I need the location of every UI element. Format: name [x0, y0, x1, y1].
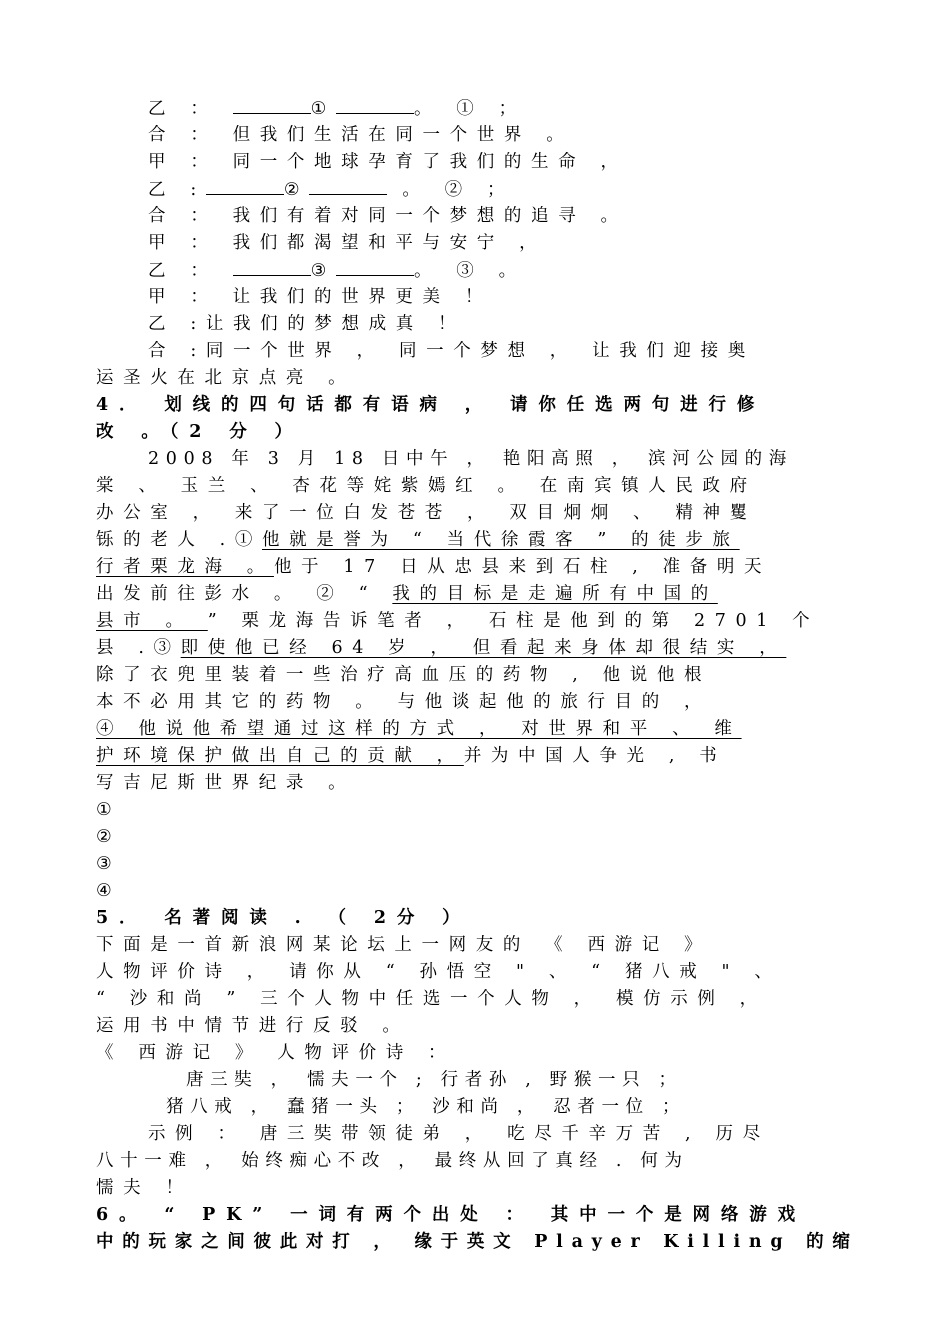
- q4-answer-4[interactable]: ④: [96, 881, 122, 901]
- dialogue-line-8: 甲 ： 让我们的世界更美 ！: [148, 287, 492, 307]
- q4-passage-line-8: 县 .③即使他已经 64 岁 ， 但看起来身体却很结实 ，: [96, 638, 787, 658]
- fill-blank-2[interactable]: [206, 178, 284, 195]
- dialogue-line-7: 乙 ： ③ 。 ③ 。: [148, 261, 526, 281]
- dialogue-line-4: 乙 : ② 。 ② ；: [148, 180, 515, 200]
- q4-title-line-2: 改 。（2 分 ）: [96, 422, 303, 442]
- q5-line-3: “ 沙和尚 ” 三个人物中任选一个人物 ， 模仿示例 ，: [96, 989, 767, 1009]
- q4-passage-line-2: 棠 、 玉兰 、 杏花等姹紫嫣红 。 在南宾镇人民政府: [96, 476, 757, 496]
- dialogue-line-6: 甲 ： 我们都渴望和平与安宁 ，: [148, 233, 547, 253]
- q4-passage-line-13: 写吉尼斯世界纪录 。: [96, 773, 356, 793]
- q5-line-1: 下面是一首新浪网某论坛上一网友的 《 西游记 》: [96, 935, 712, 955]
- q4-passage-line-6: 出发前往彭水 。 ② “ 我的目标是走遍所有中国的: [96, 584, 718, 604]
- q5-example-line-1: 示例 ： 唐三奘带领徒弟 ， 吃尽千辛万苦 , 历尽: [148, 1124, 770, 1144]
- fill-blank-3b[interactable]: [336, 259, 414, 276]
- dialogue-line-5: 合 ： 我们有着对同一个梦想的追寻 。: [148, 206, 628, 226]
- q4-passage-line-10: 本不必用其它的药物 。 与他谈起他的旅行目的 ，: [96, 692, 712, 712]
- q4-passage-line-7: 县市 。 ” 栗龙海告诉笔者 ， 石柱是他到的第 2701 个: [96, 611, 820, 631]
- fill-blank-1b[interactable]: [336, 97, 414, 114]
- q4-answer-3[interactable]: ③: [96, 854, 122, 874]
- q4-answer-1[interactable]: ①: [96, 800, 122, 820]
- q4-passage-line-4: 铄的老人 .①他就是誉为 “ 当代徐霞客 ” 的徒步旅: [96, 530, 740, 550]
- dialogue-line-9: 乙 :让我们的梦想成真 ！: [148, 314, 466, 334]
- underlined-sentence-4: ④ 他说他希望通过这样的方式 ， 对世界和平 、 维: [96, 719, 742, 739]
- q5-line-2: 人物评价诗 ， 请你从 “ 孙悟空 " 、 “ 猪八戒 " 、: [96, 962, 782, 982]
- q4-title-line-1: 4． 划线的四句话都有语病 ， 请你任选两句进行修: [96, 395, 766, 415]
- dialogue-tail: 运圣火在北京点亮 。: [96, 368, 356, 388]
- underlined-sentence-2-end: 县市 。: [96, 611, 208, 631]
- dialogue-line-10: 合 :同一个世界 ， 同一个梦想 ， 让我们迎接奥: [148, 341, 755, 361]
- q4-passage-line-1: 2008 年 3 月 18 日中午 ， 艳阳高照 ， 滨河公园的海: [148, 449, 793, 469]
- q4-passage-line-9: 除了衣兜里装着一些治疗高血压的药物 , 他说他根: [96, 665, 712, 685]
- q6-line-2: 中的玩家之间彼此对打 ， 缘于英文 Player Killing 的缩: [96, 1232, 859, 1252]
- underlined-sentence-3: 即使他已经 64 岁 ， 但看起来身体却很结实 ，: [180, 638, 787, 658]
- q5-poem-line-1: 唐三奘 ， 懦夫一个 ; 行者孙 , 野猴一只 ；: [186, 1070, 683, 1090]
- q4-passage-line-11: [96, 718, 742, 740]
- q5-poem-title: 《 西游记 》 人物评价诗 ：: [96, 1043, 456, 1063]
- q4-passage-line-5: 行者栗龙海 。他于 17 日从忠县来到石柱 , 准备明天: [96, 557, 772, 577]
- q4-passage-line-12: 护环境保护做出自己的贡献 ，并为中国人争光 , 书: [96, 746, 727, 766]
- q5-poem-line-2: 猪八戒 ， 蠢猪一头 ； 沙和尚 ， 忍者一位 ；: [166, 1097, 687, 1117]
- dialogue-line-3: 甲 ： 同一个地球孕育了我们的生命 ，: [148, 152, 628, 172]
- fill-blank-2b[interactable]: [309, 178, 387, 195]
- dialogue-line-2: 合 ： 但我们生活在同一个世界 。: [148, 125, 574, 145]
- underlined-sentence-1-end: 行者栗龙海 。: [96, 557, 274, 577]
- fill-blank-3[interactable]: [233, 259, 311, 276]
- fill-blank-1[interactable]: [233, 97, 311, 114]
- q5-title: 5． 名著阅读 . （ 2分 ）: [96, 908, 471, 928]
- q5-line-4: 运用书中情节进行反驳 。: [96, 1016, 410, 1036]
- q6-line-1: 6。 “ PK” 一词有两个出处 ： 其中一个是网络游戏: [96, 1205, 806, 1225]
- q4-passage-line-3: 办公室 ， 来了一位白发苍苍 ， 双目炯炯 、 精神矍: [96, 503, 757, 523]
- underlined-sentence-1: 他就是誉为 “ 当代徐霞客 ” 的徒步旅: [262, 530, 740, 550]
- underlined-sentence-2: 我的目标是走遍所有中国的: [392, 584, 718, 604]
- q5-example-line-2: 八十一难 ， 始终痴心不改 ， 最终从回了真经 . 何为: [96, 1151, 689, 1171]
- underlined-sentence-4-end: 护环境保护做出自己的贡献 ，: [96, 746, 464, 766]
- dialogue-line-1: 乙 ： ① 。 ① ；: [148, 99, 526, 119]
- q4-answer-2[interactable]: ②: [96, 827, 122, 847]
- q5-example-line-3: 懦夫 ！: [96, 1178, 193, 1198]
